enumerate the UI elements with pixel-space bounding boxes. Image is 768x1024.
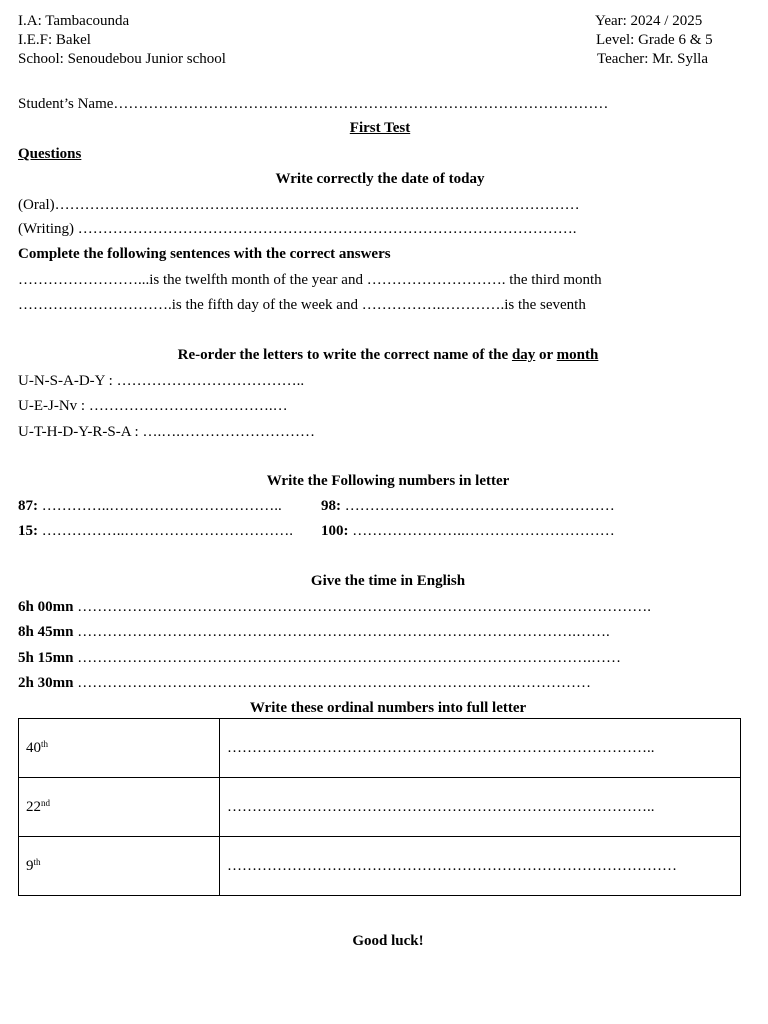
header-school: School: Senoudebou Junior school — [18, 51, 226, 67]
time-answer[interactable]: ……………………………………………………………………………………….……. — [77, 624, 610, 640]
reorder-item-3[interactable]: U-T-H-D-Y-R-S-A : ….….……………………… — [18, 424, 315, 440]
number-87-label: 87: — [18, 498, 38, 514]
time-label: 8h 45mn — [18, 624, 74, 640]
number-100-label: 100: — [321, 523, 349, 539]
ordinal-suffix: th — [41, 738, 49, 749]
time-answer[interactable]: …………………………………………………………………………….…………… — [77, 675, 591, 691]
table-row — [19, 837, 741, 896]
test-title: First Test — [349, 120, 411, 136]
sentence-2[interactable]: ………………………….is the fifth day of the week and …………….………….is the seventh — [18, 297, 586, 313]
ordinal-answer[interactable]: ………………………………………………………………………….. — [227, 739, 655, 756]
number-98-label: 98: — [321, 498, 341, 514]
ordinal-number: 40 — [26, 739, 41, 756]
number-row-1b — [321, 499, 615, 514]
closing-text: Good luck! — [352, 933, 424, 949]
student-name-line[interactable]: Student’s Name……………………………………………………………………………………… — [18, 96, 609, 112]
complete-heading: Complete the following sentences with the correct answers — [18, 246, 391, 262]
time-item[interactable] — [18, 651, 621, 666]
time-label: 6h 00mn — [18, 599, 74, 615]
table-row — [19, 719, 741, 778]
reorder-heading-or: or — [539, 347, 553, 363]
header-teacher: Teacher: Mr. Sylla — [597, 51, 708, 67]
reorder-item-2[interactable]: U-E-J-Nv : ……………………………….… — [18, 398, 288, 414]
number-87-answer[interactable]: …………..…………………………….. — [41, 498, 282, 514]
time-answer[interactable]: ………………………………………………………………………………………….…… — [77, 650, 621, 666]
ordinal-answer[interactable]: ………………………………………………………………………….. — [227, 798, 655, 815]
reorder-heading-month: month — [556, 347, 599, 363]
time-heading: Give the time in English — [310, 573, 466, 589]
ordinal-number: 22 — [26, 798, 41, 815]
numbers-heading: Write the Following numbers in letter — [266, 473, 510, 489]
ordinal-cell — [19, 719, 220, 778]
number-15-answer[interactable]: ……………..……………………………. — [41, 523, 293, 539]
number-98-answer[interactable]: ……………………………………………… — [344, 498, 615, 514]
time-item[interactable] — [18, 676, 591, 691]
ordinal-cell — [19, 837, 220, 896]
ordinal-answer[interactable]: ……………………………………………………………………………… — [227, 857, 677, 874]
oral-line[interactable]: (Oral)…………………………………………………………………………………………… — [18, 197, 580, 213]
time-label: 5h 15mn — [18, 650, 74, 666]
number-row-2 — [18, 524, 293, 539]
reorder-item-1[interactable]: U-N-S-A-D-Y : ……………………………….. — [18, 373, 305, 389]
ordinal-cell — [19, 778, 220, 837]
number-row-1 — [18, 499, 282, 514]
ordinal-answer-cell[interactable] — [220, 719, 741, 778]
number-row-2b — [321, 524, 615, 539]
ordinal-suffix: th — [33, 856, 41, 867]
questions-heading: Questions — [18, 146, 82, 162]
header-year: Year: 2024 / 2025 — [595, 13, 703, 29]
ordinal-heading: Write these ordinal numbers into full letter — [249, 700, 527, 716]
header-ia: I.A: Tambacounda — [18, 13, 130, 29]
time-answer[interactable]: ……………………………………………………………………………………………………. — [77, 599, 651, 615]
number-15-label: 15: — [18, 523, 38, 539]
time-label: 2h 30mn — [18, 675, 74, 691]
ordinal-answer-cell[interactable] — [220, 837, 741, 896]
number-100-answer[interactable]: …………………..………………………… — [352, 523, 615, 539]
ordinal-suffix: nd — [41, 797, 50, 808]
table-row — [19, 778, 741, 837]
header-ief: I.E.F: Bakel — [18, 32, 91, 48]
ordinal-number: 9 — [26, 857, 34, 874]
header-level: Level: Grade 6 & 5 — [596, 32, 713, 48]
writing-line[interactable]: (Writing) ………………………………………………………………………………………. — [18, 221, 577, 237]
ordinal-answer-cell[interactable] — [220, 778, 741, 837]
time-item[interactable] — [18, 625, 610, 640]
reorder-heading-day: day — [511, 347, 536, 363]
reorder-heading-text: Re-order the letters to write the correct name of the — [177, 347, 509, 363]
reorder-heading — [8, 348, 768, 363]
time-item[interactable] — [18, 600, 651, 615]
sentence-1[interactable]: ……………………...is the twelfth month of the year and ………………………. the third month — [18, 272, 602, 288]
ordinal-table — [18, 718, 741, 896]
date-heading: Write correctly the date of today — [275, 171, 485, 187]
